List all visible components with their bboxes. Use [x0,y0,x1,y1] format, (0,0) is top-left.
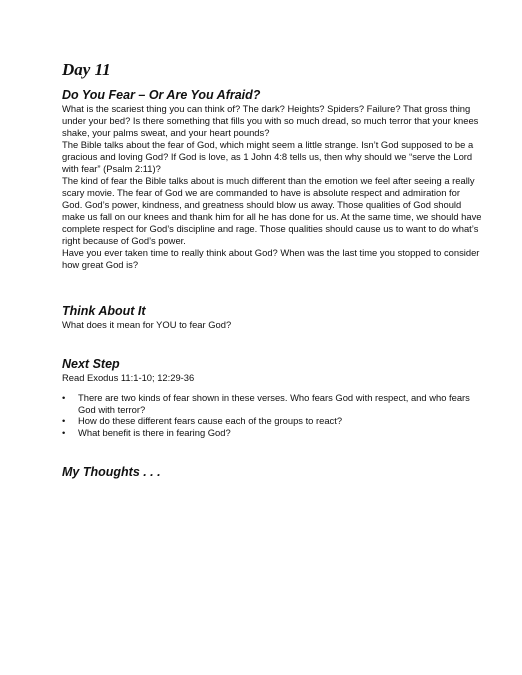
next-step-reading: Read Exodus 11:1-10; 12:29-36 [62,372,195,383]
bullet-icon: • [62,426,66,438]
my-thoughts-section [62,465,482,480]
bullet-icon: • [62,392,66,403]
think-about-it-heading: Think About It [62,304,146,318]
list-item [62,427,482,439]
devotional-title: Do You Fear – Or Are You Afraid? [62,88,261,102]
question-text: What benefit is there in fearing God? [78,426,231,438]
paragraph-3: The kind of fear the Bible talks about is much different than the emotion we feel after seeing a really scary movie. The fear of God we are commanded to have is absolute respect and admiration for God. God’s power, kindness, and greatness should blow us away. Those qualities of God should make us fall on our knees and thank him for all he has done for us. At the same time, we should have complete respect for God’s discipline and rage. Those qualities should cause us to want to do what’s right because of God’s power. [62,175,482,246]
day-title: Day 11 [62,60,111,79]
bullet-icon: • [62,415,66,426]
devotional-page [62,60,482,480]
question-text: There are two kinds of fear shown in these verses. Who fears God with respect, and who fears God with terror? [78,392,470,415]
question-text: How do these different fears cause each of the groups to react? [78,415,343,426]
next-step-heading: Next Step [62,357,120,371]
paragraph-1: What is the scariest thing you can think of? The dark? Heights? Spiders? Failure? That gross thing under your bed? Is there something that fills you with so much dread, so much terror that your knees shake, your palms sweat, and your heart pounds? [62,103,479,138]
paragraph-2: The Bible talks about the fear of God, which might seem a little strange. Isn’t God supposed to be a gracious and loving God? If God is love, as 1 John 4:8 tells us, then why should we “serve the Lord with fear” (Psalm 2:11)? [62,139,474,174]
list-item [62,392,482,415]
think-about-it-section [62,304,482,331]
next-step-section [62,357,482,438]
next-step-questions [62,392,482,438]
paragraph-4: Have you ever taken time to really think about God? When was the last time you stopped to consider how great God is? [62,247,480,270]
my-thoughts-heading: My Thoughts . . . [62,465,161,479]
think-about-it-question: What does it mean for YOU to fear God? [62,319,232,330]
list-item [62,415,482,427]
